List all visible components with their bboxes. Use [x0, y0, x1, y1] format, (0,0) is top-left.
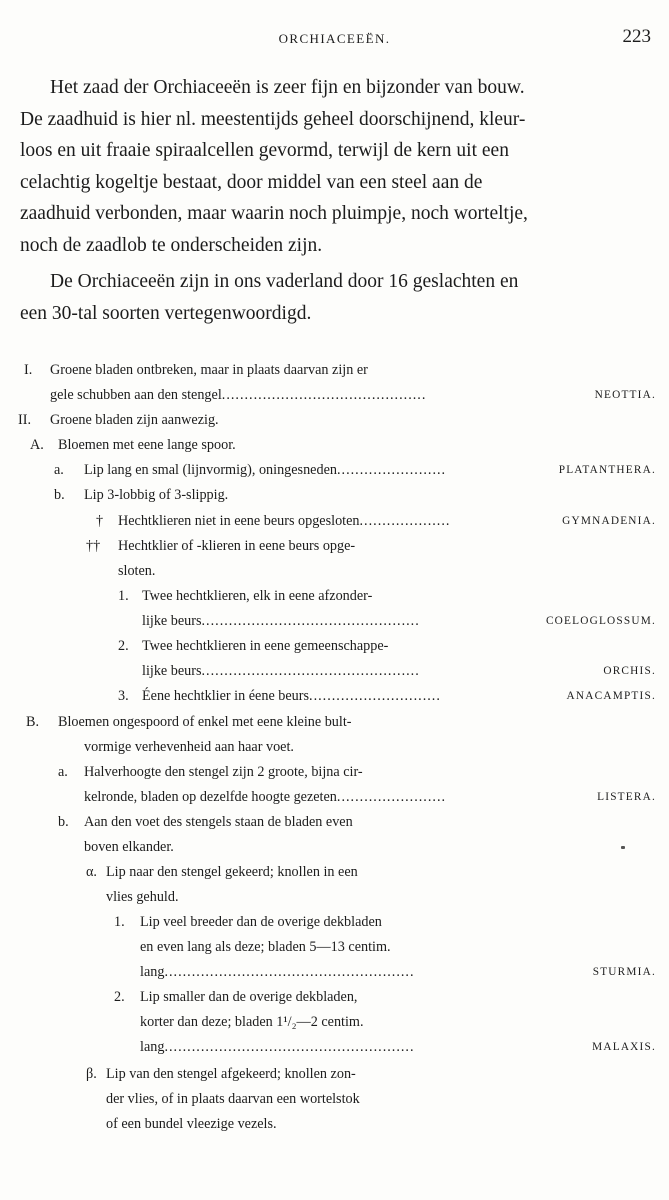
key-line	[18, 634, 658, 659]
key-line	[18, 785, 658, 810]
key-line	[18, 1062, 658, 1087]
running-header	[0, 26, 669, 54]
key-text	[118, 509, 450, 534]
dot-leader: .............................................	[221, 387, 427, 403]
genus-name: MALAXIS.	[592, 1041, 656, 1053]
key-line	[18, 534, 658, 559]
key-text	[140, 1010, 364, 1035]
key-line	[18, 433, 658, 458]
key-text-content: boven elkander.	[84, 839, 174, 855]
key-line	[18, 935, 658, 960]
key-text	[118, 559, 155, 584]
dot-leader: ........................	[336, 462, 447, 478]
key-line	[18, 559, 658, 584]
key-line	[18, 1112, 658, 1137]
key-marker: b.	[54, 487, 65, 503]
key-marker: ††	[86, 538, 101, 554]
dot-leader: .......................................................	[164, 1039, 415, 1055]
key-line	[18, 1035, 658, 1060]
key-text-content: sloten.	[118, 563, 156, 579]
key-text-content: Twee hechtklieren in eene gemeenschappe-	[142, 638, 389, 654]
text-line: een 30-tal soorten vertegenwoordigd.	[20, 302, 312, 324]
key-line	[18, 1010, 658, 1035]
key-line	[18, 960, 658, 985]
key-line	[18, 383, 658, 408]
paragraph-seed-description	[20, 72, 650, 261]
key-text	[140, 935, 391, 960]
key-text-content: Twee hechtklieren, elk in eene afzonder-	[142, 588, 373, 604]
key-text-content: en even lang als deze; bladen 5—13 centim.	[140, 939, 391, 955]
genus-name: LISTERA.	[597, 791, 656, 803]
dot-leader: .......................................................	[164, 964, 415, 980]
key-text	[106, 1112, 277, 1137]
key-line	[18, 760, 658, 785]
key-text	[84, 483, 228, 508]
key-line	[18, 885, 658, 910]
running-title: ORCHIACEEËN.	[278, 31, 391, 46]
key-text-content: lijke beurs	[142, 663, 202, 679]
key-text-content: Bloemen met eene lange spoor.	[58, 437, 236, 453]
key-line	[18, 710, 658, 735]
key-text-content: Groene bladen zijn aanwezig.	[50, 412, 219, 428]
key-text	[106, 860, 358, 885]
key-text	[142, 684, 441, 709]
key-text	[142, 584, 372, 609]
key-text-content: Lip naar den stengel gekeerd; knollen in een	[106, 864, 358, 880]
key-text-content: vlies gehuld.	[106, 889, 179, 905]
key-text-content: Lip van den stengel afgekeerd; knollen zon-	[106, 1066, 356, 1082]
key-marker: a.	[58, 764, 68, 780]
key-text	[142, 609, 420, 634]
text-line: Het zaad der Orchiaceeën is zeer fijn en bijzonder van bouw.	[50, 77, 525, 98]
key-text	[140, 960, 415, 985]
key-text	[58, 433, 236, 458]
key-text	[50, 358, 368, 383]
key-text	[84, 835, 174, 860]
key-marker: b.	[58, 814, 69, 830]
key-marker: †	[96, 513, 104, 529]
key-line	[18, 684, 658, 709]
key-line	[18, 659, 658, 684]
key-marker: 2.	[118, 638, 129, 654]
key-text-content: Bloemen ongespoord of enkel met eene kleine bult-	[58, 714, 352, 730]
text-line: De zaadhuid is hier nl. meestentijds geheel doorschijnend, kleur-	[20, 108, 526, 130]
key-text	[140, 1035, 415, 1060]
dot-leader: ....................	[359, 513, 451, 529]
key-text-content: Hechtklieren niet in eene beurs opgesloten	[118, 513, 360, 529]
key-text	[118, 534, 355, 559]
key-text-content: Lip 3-lobbig of 3-slippig.	[84, 487, 229, 503]
dot-leader: .............................	[309, 688, 441, 704]
key-line	[18, 458, 658, 483]
text-line: De Orchiaceeën zijn in ons vaderland door 16 geslachten en	[50, 271, 519, 292]
key-line	[18, 910, 658, 935]
key-text-content: Aan den voet des stengels staan de bladen even	[84, 814, 353, 830]
key-text-content: lijke beurs	[142, 613, 202, 629]
key-text-content: gele schubben aan den stengel	[50, 387, 222, 403]
key-text	[50, 383, 426, 408]
key-line	[18, 860, 658, 885]
genus-name: COELOGLOSSUM.	[545, 615, 656, 627]
key-marker: II.	[18, 412, 31, 428]
key-text	[50, 408, 219, 433]
key-text	[142, 634, 388, 659]
key-text	[84, 458, 446, 483]
key-line	[18, 835, 658, 860]
key-line	[18, 509, 658, 534]
key-text-content: lang	[140, 964, 165, 980]
key-marker: 1.	[114, 914, 125, 930]
key-line	[18, 735, 658, 760]
key-text-content: der vlies, of in plaats daarvan een wortelstok	[106, 1091, 360, 1107]
key-line	[18, 483, 658, 508]
key-marker: I.	[24, 362, 33, 378]
key-marker: 3.	[118, 688, 129, 704]
key-text	[58, 710, 352, 735]
key-text	[106, 1062, 356, 1087]
key-text-content: vormige verhevenheid aan haar voet.	[84, 739, 294, 755]
key-text	[84, 785, 446, 810]
key-text	[140, 910, 382, 935]
key-text-content: lang	[140, 1039, 165, 1055]
key-marker: 1.	[118, 588, 129, 604]
key-line	[18, 985, 658, 1010]
dot-leader: ................................................	[201, 663, 420, 679]
key-text-content: of een bundel vleezige vezels.	[106, 1116, 277, 1132]
key-text	[106, 1087, 360, 1112]
key-line	[18, 609, 658, 634]
key-text	[84, 760, 363, 785]
key-marker: A.	[30, 437, 44, 453]
key-text-content: Groene bladen ontbreken, maar in plaats daarvan zijn er	[50, 362, 368, 378]
text-line: noch de zaadlob te onderscheiden zijn.	[20, 234, 323, 256]
key-line	[18, 358, 658, 383]
key-text	[84, 810, 353, 835]
genus-name: ANACAMPTIS.	[566, 690, 656, 702]
key-marker: B.	[26, 714, 40, 730]
key-line	[18, 1087, 658, 1112]
key-text-content: korter dan deze; bladen 1¹/₂—2 centim.	[140, 1014, 364, 1030]
key-text-content: Halverhoogte den stengel zijn 2 groote, bijna cir-	[84, 764, 363, 780]
key-marker: a.	[54, 462, 64, 478]
text-line: zaadhuid verbonden, maar waarin noch pluimpje, noch worteltje,	[20, 203, 528, 224]
page-number: 223	[622, 26, 651, 47]
key-text-content: Hechtklier of -klieren in eene beurs opge-	[118, 538, 356, 554]
key-text-content: kelronde, bladen op dezelfde hoogte gezeten	[84, 789, 337, 805]
key-marker: 2.	[114, 989, 125, 1005]
key-text-content: Éene hechtklier in éene beurs	[142, 688, 310, 704]
key-line	[18, 408, 658, 433]
key-line	[18, 810, 658, 835]
genus-name: ORCHIS.	[603, 665, 656, 677]
dot-leader: ........................	[336, 789, 447, 805]
key-text	[142, 659, 420, 684]
text-line: loos en uit fraaie spiraalcellen gevormd, terwijl de kern uit een	[20, 140, 509, 161]
key-text-content: Lip lang en smal (lijnvormig), oningesneden	[84, 462, 337, 478]
dot-leader: ................................................	[201, 613, 420, 629]
genus-name: PLATANTHERA.	[558, 464, 656, 476]
key-text-content: Lip smaller dan de overige dekbladen,	[140, 989, 358, 1005]
genus-name: NEOTTIA.	[594, 389, 656, 401]
key-text	[140, 985, 357, 1010]
key-marker: β.	[86, 1066, 97, 1082]
key-marker: α.	[86, 864, 97, 880]
text-line: celachtig kogeltje bestaat, door middel van een steel aan de	[20, 171, 483, 193]
key-text	[84, 735, 294, 760]
key-line	[18, 584, 658, 609]
key-text-content: Lip veel breeder dan de overige dekbladen	[140, 914, 382, 930]
key-text	[106, 885, 179, 910]
print-speck	[621, 846, 625, 849]
genus-name: GYMNADENIA.	[562, 515, 656, 527]
paragraph-genera-count	[20, 266, 650, 329]
genus-name: STURMIA.	[592, 966, 656, 978]
